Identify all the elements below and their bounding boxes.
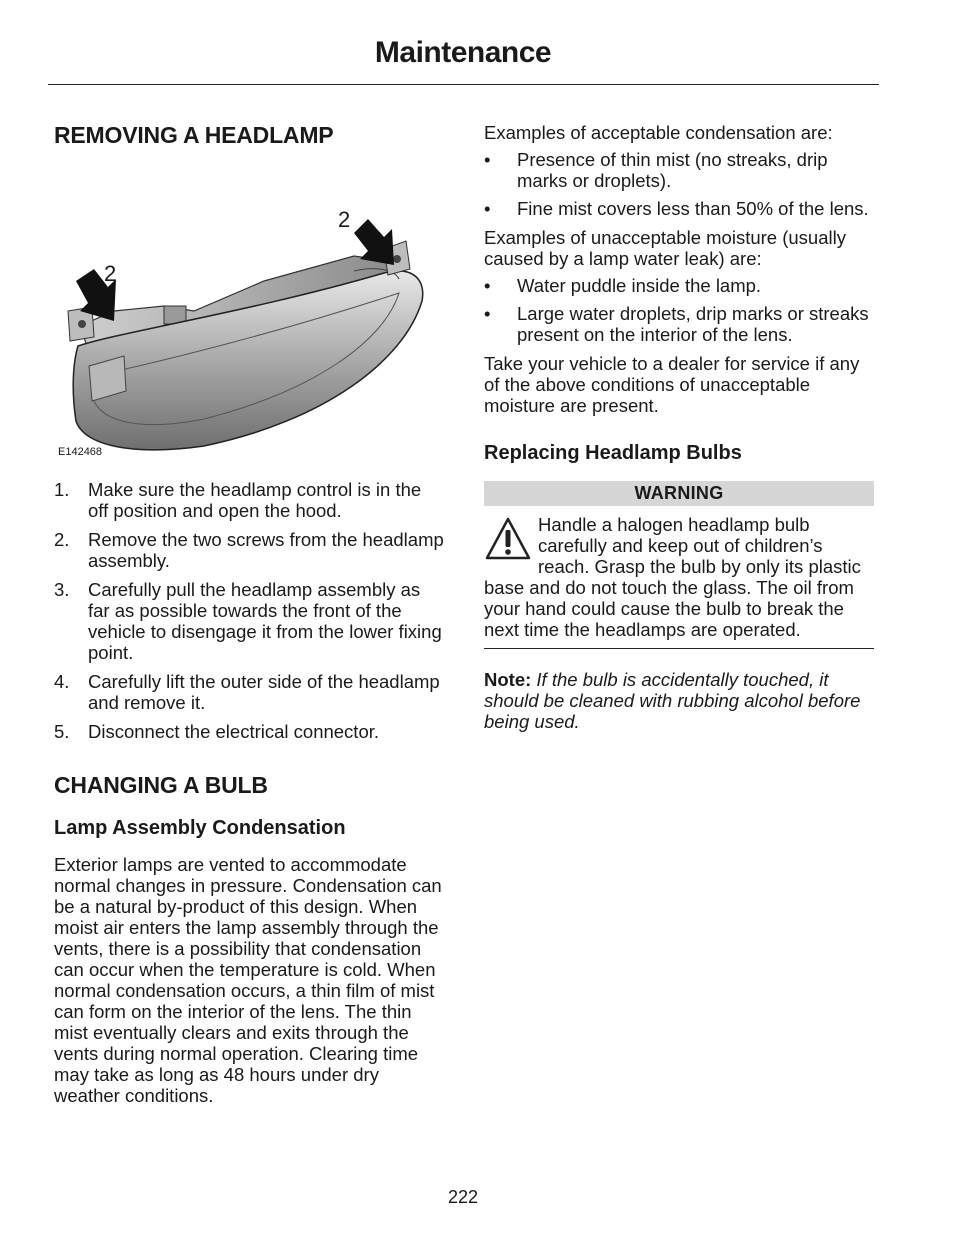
step-number: 4. [54,671,70,692]
removal-steps [54,479,446,742]
step-text: Carefully lift the outer side of the headlamp and remove it. [88,671,440,713]
step-text: Remove the two screws from the headlamp assembly. [88,529,444,571]
step-item [54,579,446,663]
warning-block [484,514,874,640]
bullet-glyph: • [484,149,491,170]
step-number: 2. [54,529,70,550]
right-column [484,122,874,732]
step-item [54,721,446,742]
unacceptable-intro: Examples of unacceptable moisture (usually caused by a lamp water leak) are: [484,227,846,269]
warning-divider [484,648,874,649]
warning-banner: WARNING [484,481,874,506]
step-text: Make sure the headlamp control is in the off position and open the hood. [88,479,422,521]
callout-left-screw: 2 [104,261,117,286]
changing-bulb-heading: CHANGING A BULB [54,772,268,798]
left-column [54,122,446,1106]
list-item [484,198,874,219]
removing-headlamp-heading: REMOVING A HEADLAMP [54,122,334,148]
acceptable-list [484,149,874,219]
step-number: 5. [54,721,70,742]
page-title: Maintenance [374,36,552,69]
bullet-glyph: • [484,275,491,296]
list-item [484,275,874,296]
step-item [54,479,446,521]
list-item-text: Fine mist covers less than 50% of the lens. [517,198,869,219]
list-item-text: Presence of thin mist (no streaks, drip marks or droplets). [517,149,828,191]
page-number: 222 [447,1187,479,1207]
headlamp-figure [54,161,446,471]
headlamp-illustration [54,161,446,461]
list-item-text: Large water droplets, drip marks or streaks present on the interior of the lens. [517,303,869,345]
step-item [54,529,446,571]
note-text: If the bulb is accidentally touched, it should be cleaned with rubbing alcohol before being used. [484,669,861,732]
warning-text: Handle a halogen headlamp bulb carefully and keep out of children’s reach. Grasp the bulb by only its plastic base and do not touch the glass. The oil from your hand could cause the bulb to break the next time the headlamps are operated. [484,514,861,640]
figure-code: E142468 [58,446,103,458]
warning-triangle-icon [484,516,532,562]
lamp-condensation-subheading: Lamp Assembly Condensation [54,817,346,839]
step-text: Carefully pull the headlamp assembly as far as possible towards the front of the vehicle to disengage it from the lower fixing point. [88,579,442,663]
step-text: Disconnect the electrical connector. [88,721,380,742]
step-number: 3. [54,579,70,600]
note-paragraph [484,669,874,732]
note-label: Note: [484,669,532,690]
dealer-advice: Take your vehicle to a dealer for service if any of the above conditions of unacceptable moisture are present. [484,353,860,416]
list-item [484,303,874,345]
list-item [484,149,874,191]
bullet-glyph: • [484,303,491,324]
step-number: 1. [54,479,70,500]
step-item [54,671,446,713]
unacceptable-list [484,275,874,345]
list-item-text: Water puddle inside the lamp. [517,275,762,296]
condensation-paragraph: Exterior lamps are vented to accommodate normal changes in pressure. Condensation can be a natural by-product of this design. When moist air enters the lamp assembly through the vents, there is a possibility that condensation can occur when the temperature is cold. When normal condensation occurs, a thin film of mist can form on the interior of the lens. The thin mist eventually clears and exits through the vents during normal operation. Clearing time may take as long as 48 hours under dry weather conditions. [54,854,442,1106]
callout-right-screw: 2 [338,207,351,232]
title-divider [48,84,879,85]
bullet-glyph: • [484,198,491,219]
replacing-bulbs-heading: Replacing Headlamp Bulbs [484,442,742,464]
acceptable-intro: Examples of acceptable condensation are: [484,122,833,143]
